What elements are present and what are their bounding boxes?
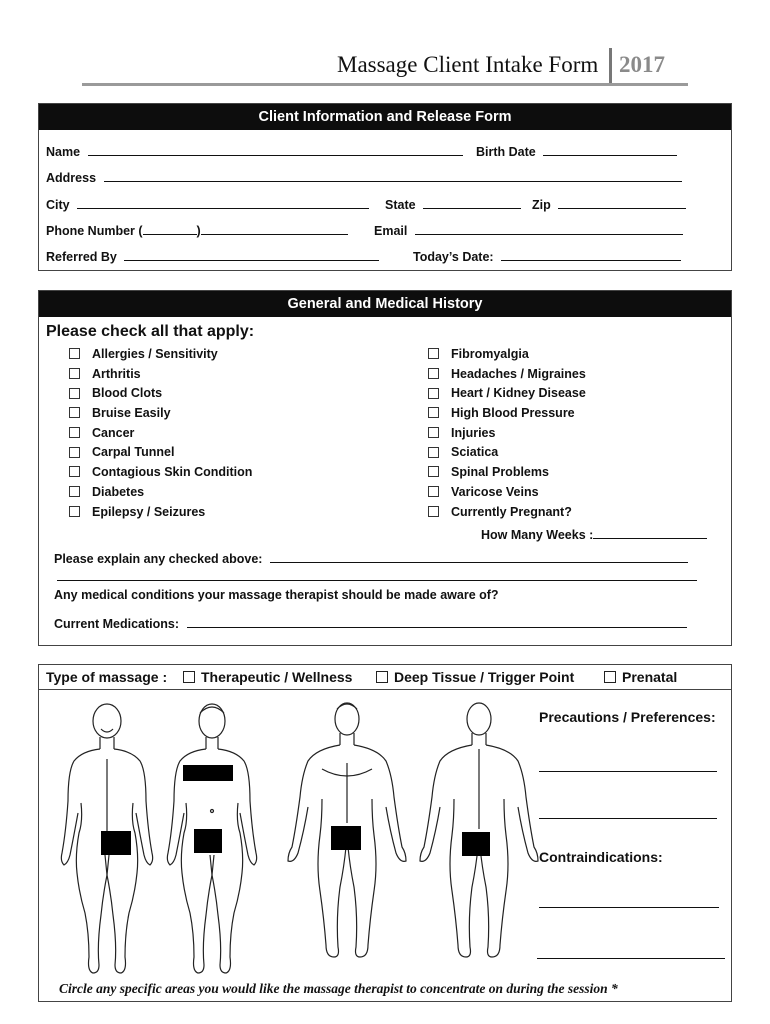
checkbox[interactable] [428,368,439,379]
condition-item[interactable] [69,384,252,404]
condition-label: Bruise Easily [92,406,171,421]
title-divider [609,48,612,84]
form-year: 2017 [619,52,665,77]
email-field[interactable] [415,222,683,235]
condition-item[interactable] [69,424,252,444]
contraindications-field-1[interactable] [539,907,719,908]
medications-field[interactable] [187,615,687,628]
condition-label: Sciatica [451,445,499,460]
email-row [374,222,683,238]
contraindications-label: Contraindications: [539,849,663,865]
checkbox[interactable] [69,368,80,379]
phone-close-paren: ) [196,224,201,238]
phone-label: Phone Number ( [46,224,143,238]
zip-row [532,196,686,212]
condition-label: Headaches / Migraines [451,366,586,381]
medications-label: Current Medications: [54,617,180,631]
birth-date-label: Birth Date [476,145,536,159]
footer-note: Circle any specific areas you would like the massage therapist to concentrate on during the session * [59,981,618,996]
condition-item[interactable] [428,483,586,503]
option-prenatal[interactable] [604,669,677,685]
todays-date-field[interactable] [501,248,681,261]
client-info-heading: Client Information and Release Form [39,104,731,130]
city-label: City [46,198,70,212]
explain-field-line-2[interactable] [57,580,697,581]
condition-item[interactable] [69,483,252,503]
precautions-field-2[interactable] [539,818,717,819]
option-deep-tissue[interactable] [376,669,574,685]
checkbox[interactable] [69,506,80,517]
condition-item[interactable] [428,443,586,463]
address-field[interactable] [104,169,682,182]
condition-item[interactable] [69,365,252,385]
censor-bar [183,765,233,781]
option-label: Prenatal [622,669,678,685]
massage-type-label: Type of massage : [46,669,168,685]
male-back-figure[interactable] [414,699,544,979]
censor-bar [101,831,131,855]
email-label: Email [374,224,408,238]
option-label: Deep Tissue / Trigger Point [394,669,575,685]
condition-item[interactable] [428,503,586,523]
censor-bar [194,829,222,853]
female-front-figure[interactable] [162,699,262,979]
weeks-field[interactable] [593,526,707,539]
option-label: Therapeutic / Wellness [201,669,353,685]
name-label: Name [46,145,81,159]
condition-label: Epilepsy / Seizures [92,504,206,519]
condition-item[interactable] [69,404,252,424]
option-therapeutic[interactable] [183,669,352,685]
birth-date-field[interactable] [543,143,677,156]
todays-date-label: Today’s Date: [413,250,494,264]
condition-label: Injuries [451,425,496,440]
checkbox[interactable] [69,407,80,418]
name-field[interactable] [88,143,463,156]
condition-list-right [428,345,586,522]
weeks-label: How Many Weeks : [481,528,594,542]
checkbox[interactable] [183,671,195,683]
explain-field[interactable] [270,550,688,563]
condition-label: Arthritis [92,366,141,381]
condition-label: Allergies / Sensitivity [92,347,218,361]
form-title: Massage Client Intake Form [337,52,599,77]
checkbox[interactable] [69,447,80,458]
referred-by-row [46,248,379,264]
censor-bar [462,832,490,856]
massage-type-row [39,665,731,690]
checkbox[interactable] [428,348,439,359]
checkbox[interactable] [69,348,80,359]
condition-item[interactable] [428,365,586,385]
precautions-field-1[interactable] [539,771,717,772]
checkbox[interactable] [428,447,439,458]
checkbox[interactable] [69,486,80,497]
contraindications-field-2[interactable] [537,958,725,959]
checkbox[interactable] [428,427,439,438]
male-front-figure[interactable] [282,699,412,979]
check-all-prompt: Please check all that apply: [46,323,255,340]
checkbox[interactable] [428,407,439,418]
city-field[interactable] [77,196,369,209]
phone-area-code-field[interactable] [143,222,197,235]
address-row [46,169,682,185]
condition-label: Varicose Veins [451,484,539,499]
checkbox[interactable] [69,427,80,438]
condition-item[interactable] [69,345,252,365]
client-info-section [38,103,732,271]
condition-item[interactable] [428,404,586,424]
condition-label: Spinal Problems [451,465,549,480]
condition-label: Heart / Kidney Disease [451,386,586,401]
checkbox[interactable] [376,671,388,683]
explain-row [54,550,688,566]
condition-item[interactable] [69,463,252,483]
massage-section [38,664,732,1002]
condition-list-left [69,345,252,522]
condition-label: Currently Pregnant? [451,504,572,519]
condition-label: Cancer [92,425,135,440]
condition-label: Carpal Tunnel [92,445,175,460]
explain-label: Please explain any checked above: [54,552,263,566]
medical-history-heading: General and Medical History [39,291,731,317]
checkbox[interactable] [604,671,616,683]
condition-item[interactable] [428,345,586,365]
zip-field[interactable] [558,196,686,209]
condition-label: Contagious Skin Condition [92,465,253,480]
checkbox[interactable] [69,388,80,399]
state-label: State [385,198,416,212]
checkbox[interactable] [428,388,439,399]
title-rule [82,83,688,86]
condition-item[interactable] [69,503,252,523]
precautions-label: Precautions / Preferences: [539,709,716,725]
checkbox[interactable] [428,506,439,517]
condition-label: Diabetes [92,484,145,499]
phone-number-field[interactable] [201,222,348,235]
phone-row [46,222,348,238]
weeks-row [481,526,707,542]
birth-date-row [476,143,677,159]
condition-item[interactable] [69,443,252,463]
condition-item[interactable] [428,463,586,483]
condition-label: High Blood Pressure [451,406,575,421]
female-back-figure[interactable] [57,699,157,979]
censor-bar [331,826,361,850]
checkbox[interactable] [428,486,439,497]
condition-item[interactable] [428,384,586,404]
name-row [46,143,463,159]
zip-label: Zip [532,198,551,212]
city-row [46,196,369,212]
condition-item[interactable] [428,424,586,444]
condition-label: Fibromyalgia [451,347,529,361]
state-field[interactable] [423,196,521,209]
referred-by-label: Referred By [46,250,117,264]
checkbox[interactable] [428,466,439,477]
address-label: Address [46,171,97,185]
condition-label: Blood Clots [92,386,163,401]
conditions-question: Any medical conditions your massage therapist should be made aware of? [54,588,499,602]
state-row [385,196,521,212]
todays-date-row [413,248,681,264]
medical-history-section [38,290,732,646]
referred-by-field[interactable] [124,248,379,261]
medications-row [54,615,687,631]
checkbox[interactable] [69,466,80,477]
